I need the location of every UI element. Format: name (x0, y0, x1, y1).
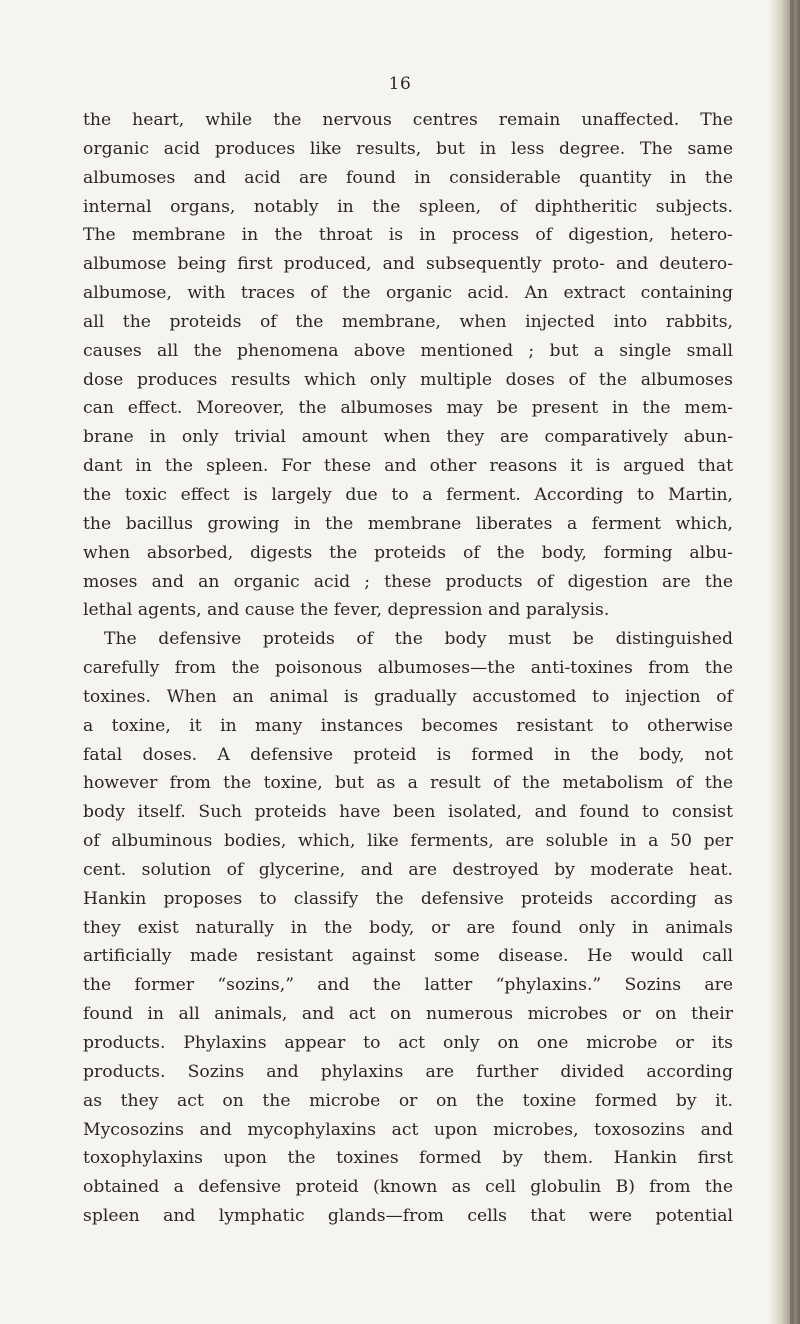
text-line: The defensive proteids of the body must be distinguished (104, 629, 733, 650)
text-line: the bacillus growing in the membrane liberates a ferment which, (83, 513, 733, 534)
text-line: dant in the spleen. For these and other reasons it is argued that (83, 456, 733, 477)
text-line: found in all animals, and act on numerous microbes or on their (83, 1004, 733, 1025)
text-line: when absorbed, digests the proteids of the body, forming albu- (83, 542, 733, 563)
text-line: spleen and lymphatic glands—from cells that were potential (83, 1206, 733, 1227)
text-line: cent. solution of glycerine, and are destroyed by moderate heat. (83, 859, 733, 880)
text-line: albumoses and acid are found in considerable quantity in the (83, 167, 733, 188)
text-column (83, 106, 733, 1231)
text-line: as they act on the microbe or on the toxine formed by it. (83, 1090, 733, 1111)
text-line: fatal doses. A defensive proteid is formed in the body, not (83, 744, 733, 765)
text-line: obtained a defensive proteid (known as cell globulin B) from the (83, 1177, 733, 1198)
text-line: Mycosozins and mycophylaxins act upon microbes, toxosozins and (83, 1119, 733, 1140)
text-line: can effect. Moreover, the albumoses may be present in the mem- (83, 398, 733, 419)
text-line: they exist naturally in the body, or are found only in animals (83, 917, 733, 938)
text-line: carefully from the poisonous albumoses—the anti-toxines from the (83, 658, 733, 679)
text-line: brane in only trivial amount when they are comparatively abun- (83, 427, 733, 448)
text-line: the toxic effect is largely due to a ferment. According to Martin, (83, 484, 733, 505)
text-line: products. Sozins and phylaxins are further divided according (83, 1061, 733, 1082)
text-line: artificially made resistant against some disease. He would call (83, 946, 733, 967)
text-line: albumose being first produced, and subsequently proto- and deutero- (83, 254, 733, 275)
text-line: albumose, with traces of the organic acid. An extract containing (83, 283, 733, 304)
text-line: products. Phylaxins appear to act only on one microbe or its (83, 1033, 733, 1053)
text-line: all the proteids of the membrane, when injected into rabbits, (83, 311, 733, 332)
text-line: the heart, while the nervous centres remain unaffected. The (83, 110, 733, 130)
text-line: body itself. Such proteids have been isolated, and found to consist (83, 802, 733, 823)
text-line: toxines. When an animal is gradually accustomed to injection of (83, 686, 733, 707)
text-line: organic acid produces like results, but in less degree. The same (83, 138, 733, 159)
text-line: Hankin proposes to classify the defensive proteids according as (83, 888, 733, 909)
text-line: internal organs, notably in the spleen, of diphtheritic subjects. (83, 196, 733, 217)
text-line: The membrane in the throat is in process of digestion, hetero- (83, 225, 733, 246)
text-line: toxophylaxins upon the toxines formed by them. Hankin first (83, 1148, 733, 1169)
text-line: of albuminous bodies, which, like ferments, are soluble in a 50 per (83, 831, 733, 852)
text-line: however from the toxine, but as a result of the metabolism of the (83, 773, 733, 794)
text-line: lethal agents, and cause the fever, depression and paralysis. (83, 600, 610, 621)
text-line: moses and an organic acid ; these products of digestion are the (83, 571, 733, 592)
text-line: causes all the phenomena above mentioned ; but a single small (83, 340, 733, 361)
page-edge-binding (790, 0, 794, 1324)
page-edge-shadow (768, 0, 800, 1324)
text-line: dose produces results which only multiple doses of the albumoses (83, 369, 733, 390)
text-line: a toxine, it in many instances becomes resistant to otherwise (83, 715, 733, 736)
text-line: the former “sozins,” and the latter “phylaxins.” Sozins are (83, 975, 733, 996)
page-number: 16 (388, 74, 412, 94)
